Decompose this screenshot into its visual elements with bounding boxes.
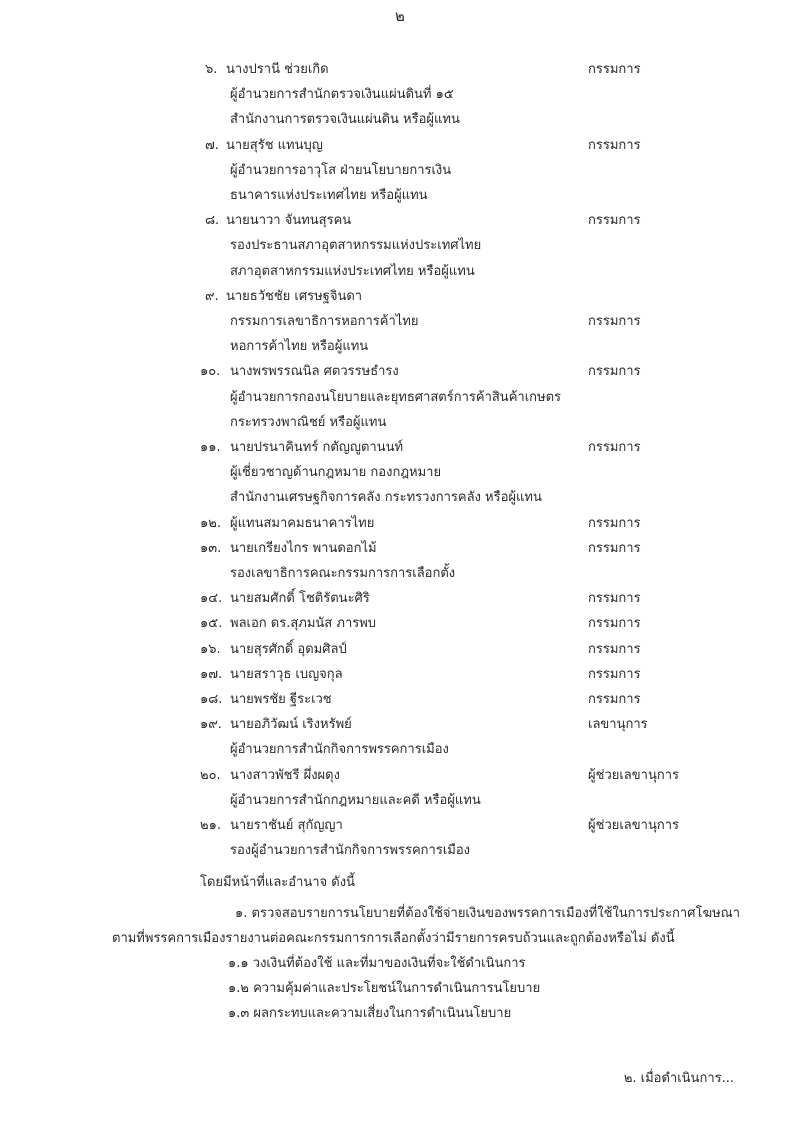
member-number: ๑๕.	[200, 616, 223, 632]
member-name: นายปรนาคินทร์ กตัญญูตานนท์	[230, 440, 404, 455]
committee-role: ผู้ช่วยเลขานุการ	[588, 818, 679, 833]
member-number: ๗.	[205, 137, 219, 153]
member-name: นางสาวพัชรี ผึ่งผดุง	[230, 767, 340, 783]
member-position: กระทรวงพาณิชย์ หรือผู้แทน	[230, 414, 387, 430]
committee-role: ผู้ช่วยเลขานุการ	[588, 767, 679, 783]
member-name: นางพรพรรณนิล ศตวรรษธำรง	[230, 364, 399, 380]
member-detail-row	[0, 235, 800, 257]
committee-role: กรรมการ	[588, 515, 641, 531]
member-name-row	[0, 286, 800, 308]
member-name-row	[0, 815, 800, 837]
continuation-footer: ๒. เมื่อดำเนินการ...	[623, 1071, 734, 1086]
committee-role: เลขานุการ	[588, 717, 648, 733]
member-position: ผู้อำนวยการสำนักกฎหมายและคดี หรือผู้แทน	[230, 792, 481, 808]
member-number: ๑๙.	[200, 717, 222, 733]
member-number: ๑๘.	[200, 692, 223, 707]
member-detail-row	[0, 739, 800, 761]
member-detail-row	[0, 84, 800, 106]
member-name-row	[0, 361, 800, 383]
member-position: สำนักงานการตรวจเงินแผ่นดิน หรือผู้แทน	[230, 112, 460, 128]
member-name: นายธวัชชัย เศรษฐจินดา	[226, 288, 363, 304]
member-name-row	[0, 135, 800, 157]
member-number: ๑๒.	[200, 515, 221, 531]
member-position: หอการค้าไทย หรือผู้แทน	[230, 339, 369, 355]
page-number: ๒	[395, 7, 405, 25]
member-number: ๑๖.	[200, 641, 221, 657]
member-position: สภาอุตสาหกรรมแห่งประเทศไทย หรือผู้แทน	[230, 263, 475, 279]
member-detail-row	[0, 840, 800, 862]
duties-intro: โดยมีหน้าที่และอำนาจ ดังนี้	[200, 875, 355, 890]
member-name: นายเกรียงไกร พานดอกไม้	[230, 540, 377, 556]
committee-role: กรรมการ	[588, 692, 641, 707]
member-name-row	[0, 714, 800, 736]
committee-role: กรรมการ	[588, 137, 641, 153]
member-position: ผู้อำนวยการกองนโยบายและยุทธศาสตร์การค้าสินค้าเกษตร	[230, 389, 561, 405]
duty-item-1-line-1: ๑. ตรวจสอบรายการนโยบายที่ต้องใช้จ่ายเงินของพรรคการเมืองที่ใช้ในการประกาศโฆษณา	[235, 906, 741, 921]
duty-item-1-line-2: ตามที่พรรคการเมืองรายงานต่อคณะกรรมการการเลือกตั้งว่ามีรายการครบถ้วนและถูกต้องหรือไม่ ดังนี้	[112, 931, 675, 946]
member-name: นายนาวา จันทนสุรคน	[226, 213, 352, 229]
duty-subitem: ๑.๑ วงเงินที่ต้องใช้ และที่มาของเงินที่จะใช้ดำเนินการ	[228, 956, 526, 971]
member-position: รองเลขาธิการคณะกรรมการการเลือกตั้ง	[230, 566, 456, 581]
member-name-row	[0, 765, 800, 787]
member-position: รองผู้อำนวยการสำนักกิจการพรรคการเมือง	[230, 843, 471, 859]
committee-role: กรรมการ	[588, 364, 641, 380]
member-name-row	[0, 639, 800, 661]
member-position: ผู้เชี่ยวชาญด้านกฎหมาย กองกฎหมาย	[230, 465, 442, 481]
member-name-row	[0, 538, 800, 560]
committee-role: กรรมการ	[588, 213, 641, 229]
member-number: ๖.	[205, 62, 218, 77]
member-detail-row	[0, 462, 800, 484]
member-detail-row	[0, 387, 800, 409]
member-number: ๙.	[205, 288, 219, 304]
member-name-row	[0, 588, 800, 610]
member-detail-row	[0, 487, 800, 509]
member-name: ผู้แทนสมาคมธนาคารไทย	[230, 515, 375, 531]
committee-role: กรรมการ	[588, 666, 641, 682]
member-number: ๒๑.	[200, 818, 221, 833]
member-name-row	[0, 437, 800, 459]
member-name: นายอภิวัฒน์ เริงหรัพย์	[230, 717, 352, 733]
member-number: ๑๐.	[200, 364, 221, 380]
member-position: ธนาคารแห่งประเทศไทย หรือผู้แทน	[230, 188, 428, 203]
member-position: กรรมการเลขาธิการหอการค้าไทย	[230, 314, 419, 329]
committee-role: กรรมการ	[588, 591, 641, 607]
committee-role: กรรมการ	[588, 540, 641, 556]
member-name-row	[0, 59, 800, 81]
member-name: นายสุรัช แทนบุญ	[226, 137, 323, 153]
member-detail-row	[0, 109, 800, 131]
member-position: ผู้อำนวยการอาวุโส ฝ่ายนโยบายการเงิน	[230, 162, 452, 178]
member-name: นางปรานี ช่วยเกิด	[226, 62, 329, 77]
duty-subitem: ๑.๒ ความคุ้มค่าและประโยชน์ในการดำเนินการนโยบาย	[228, 981, 541, 996]
member-number: ๒๐.	[200, 767, 221, 783]
member-name-row	[0, 210, 800, 232]
member-detail-row	[0, 336, 800, 358]
member-number: ๘.	[205, 213, 220, 229]
committee-role: กรรมการ	[588, 616, 641, 632]
member-position: รองประธานสภาอุตสาหกรรมแห่งประเทศไทย	[230, 238, 482, 254]
committee-role: กรรมการ	[588, 641, 641, 657]
member-number: ๑๑.	[200, 440, 221, 455]
member-detail-row	[0, 261, 800, 283]
member-detail-row	[0, 311, 800, 333]
member-name-row	[0, 613, 800, 635]
member-name: นายสราวุธ เบญจกุล	[230, 666, 343, 682]
committee-role: กรรมการ	[588, 440, 641, 455]
committee-role: กรรมการ	[588, 62, 641, 77]
member-name-row	[0, 689, 800, 711]
member-position: ผู้อำนวยการสำนักตรวจเงินแผ่นดินที่ ๑๕	[230, 87, 454, 103]
duty-subitem: ๑.๓ ผลกระทบและความเสี่ยงในการดำเนินนโยบาย	[228, 1006, 512, 1021]
member-name-row	[0, 664, 800, 686]
committee-role: กรรมการ	[588, 314, 641, 329]
member-position: สำนักงานเศรษฐกิจการคลัง กระทรวงการคลัง หรือผู้แทน	[230, 490, 542, 506]
member-name-row	[0, 513, 800, 535]
member-detail-row	[0, 185, 800, 207]
member-name: นายสุรศักดิ์ อุดมศิลป์	[230, 641, 347, 657]
member-number: ๑๗.	[200, 666, 223, 682]
member-position: ผู้อำนวยการสำนักกิจการพรรคการเมือง	[230, 742, 449, 758]
member-detail-row	[0, 412, 800, 434]
member-detail-row	[0, 563, 800, 585]
member-number: ๑๔.	[200, 591, 223, 607]
member-name: นายราชันย์ สุกัญญา	[230, 818, 343, 833]
member-number: ๑๓.	[200, 540, 222, 556]
member-name: พลเอก ดร.สุภมนัส ภารพบ	[230, 616, 377, 632]
member-detail-row	[0, 160, 800, 182]
member-name: นายสมศักดิ์ โชติรัตนะศิริ	[230, 591, 370, 607]
member-detail-row	[0, 790, 800, 812]
member-name: นายพรชัย ฐีระเวช	[230, 692, 332, 707]
